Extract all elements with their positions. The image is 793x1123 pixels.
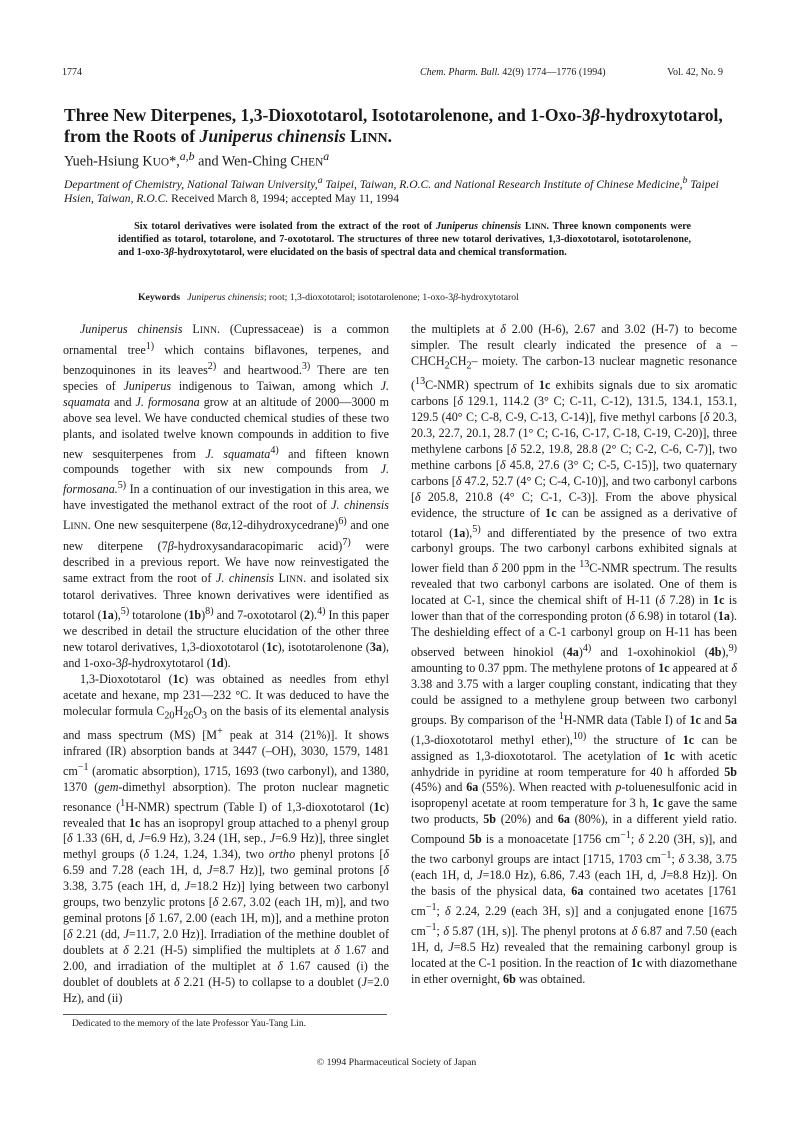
body-paragraph: 1,3-Dioxototarol (1c) was obtained as needles from ethyl acetate and hexane, mp 231—232 °C. It was deduced to have the molecular formula $C_{20}H_{26}O_3$ on the basis of its elemental analysis and mass spectrum (MS) [M+ peak at 314 (21%)]. It shows infrared (IR) absorption bands at 3447 (–OH), 3030, 1579, 1481 $cm^{-1}$ (aromatic absorption), 1715, 1693 (two carbonyl), and 1380, 1370 (gem-dimethyl absorption). The proton nuclear magnetic resonance ($^1$H-NMR) spectrum (Table I) of 1,3-dioxototarol (1c) revealed that 1c has an isopropyl group attached to a phenyl group [δ 1.33 (6H, d, J=6.9 Hz), 3.24 (1H, sep., J=6.9 Hz)], three singlet methyl groups (δ 1.24, 1.24, 1.34), two ortho phenyl protons [δ 6.59 and 7.28 (each 1H, d, J=8.7 Hz)], two geminal protons [δ 3.38, 3.75 (each 1H, d, J=18.2 Hz)] lying between two carbonyl groups, two benzylic protons [δ 2.67, 3.02 (each 1H, m)], and two geminal protons [δ 1.67, 2.00 (each 1H, m)], and a methine proton [δ 2.21 (dd, J=11.7, 2.0 Hz)]. Irradiation of the methine doublet of doublets at δ 2.21 (H-5) simplified the multiplets at δ 1.67 and 2.00, and irradiation of the multiplet at δ 1.67 caused (i) the doublet of doublets at δ 2.21 (H-5) to collapse to a doublet (J=2.0 Hz), and (ii)	[63, 671, 390, 1005]
journal-citation	[420, 67, 606, 79]
journal-name: Chem. Pharm. Bull.	[420, 67, 500, 78]
body-paragraph: Juniperus chinensis LINN. (Cupressaceae) is a common ornamental tree$^{1)}$ which contains biflavones, terpenes, and benzoquinones in its leaves$^{2)}$ and heartwood.$^{3)}$ There are ten species of Juniperus indigenous to Taiwan, among which J. squamata and J. formosana grow at an altitude of 2000—3000 m above sea level. We have conducted chemical studies of these two plants, and isolated twelve known compounds in addition to five new sesquiterpenes from J. squamata$^{4)}$ and fifteen known compounds together with six new compounds from J. formosana.$^{5)}$ In a continuation of our investigation in this area, we have investigated the methanol extract of the root of J. chinensis LINN. One new sesquiterpene (8α,12-dihydroxycedrane)$^{6)}$ and one new diterpene (7β-hydroxysandaracopimaric acid)$^{7)}$ were described in a previous report. We have now reinvestigated the same extract from the root of J. chinensis LINN. and isolated six totarol derivatives. Three known derivatives were identified as totarol (1a),$^{5)}$ totarolone $(1b)^{8)}$ and 7-oxototarol (2).$^{4)}$ In this paper we described in detail the structure elucidation of the other three new totarol derivatives, 1,3-dioxototarol (1c), isototarolenone (3a), and 1-oxo-3β-hydroxytotarol (1d).	[63, 322, 390, 670]
body-column-right	[411, 322, 737, 988]
keywords-list: Juniperus chinensis; root; 1,3-dioxototarol; isototarolenone; 1-oxo-3β-hydroxytotarol	[187, 292, 519, 303]
body-column-left	[63, 322, 389, 1007]
article-title: Three New Diterpenes, 1,3-Dioxototarol, Isototarolenone, and 1-Oxo-3β-hydroxytotarol, from the Roots of Juniperus chinensis LINN.	[64, 105, 723, 146]
copyright-notice: © 1994 Pharmaceutical Society of Japan	[316, 1057, 477, 1068]
volume-issue: Vol. 42, No. 9	[667, 67, 723, 78]
page-number: 1774	[62, 67, 82, 78]
affiliation: Department of Chemistry, National Taiwan University,$^a$ Taipei, Taiwan, R.O.C. and National Research Institute of Chinese Medicine,$^b$ Taipei Hsien, Taiwan, R.O.C. Received March 8, 1994; accepted May 11, 1994	[64, 175, 719, 205]
keywords-label: Keywords	[138, 292, 180, 303]
dedication-footnote: Dedicated to the memory of the late Professor Yau-Tang Lin.	[72, 1018, 307, 1029]
abstract: Six totarol derivatives were isolated from the extract of the root of Juniperus chinensis LINN. Three known components were identified as totarol, totarolone, and 7-oxototarol. The structures of three new totarol derivatives, 1,3-dioxototarol, isototarolenone, and 1-oxo-3β-hydroxytotarol, were elucidated on the basis of spectral data and chemical transformation.	[118, 221, 691, 258]
body-paragraph: the multiplets at δ 2.00 (H-6), 2.67 and 3.02 (H-7) to become simpler. The result clearly indicated the presence of a $-CHCH_2CH_2-$ moiety. The carbon-13 nuclear magnetic resonance ($^{13}$C-NMR) spectrum of 1c exhibits signals due to six aromatic carbons [δ 129.1, 114.2 (3° C; C-11, C-12), 131.5, 134.1, 153.1, 129.5 (40° C; C-8, C-9, C-13, C-14)], five methyl carbons [δ 20.3, 20.3, 22.7, 20.1, 28.7 (1° C; C-16, C-17, C-18, C-19, C-20)], three methylene carbons [δ 52.2, 19.8, 28.8 (2° C; C-2, C-6, C-7)], two methine carbons [δ 45.8, 27.6 (3° C; C-5, C-15)], two quaternary carbons [δ 47.2, 52.7 (4° C; C-4, C-10)], and two carbonyl carbons [δ 205.8, 210.8 (4° C; C-1, C-3)]. From the above physical evidence, the structure of 1c can be assigned as a derivative of totarol (1a),$^{5)}$ and differentiated by the presence of two extra carbonyl groups. The two carbonyl carbons exhibited signals at lower field than δ 200 ppm in the $^{13}$C-NMR spectrum. The results revealed that two carbonyl carbons are isolated. One of them is located at C-1, since the chemical shift of H-11 (δ 7.28) in 1c is lower than that of the corresponding proton (δ 6.98) in totarol (1a). The deshielding effect of a C-1 carbonyl group on H-11 has been observed between hinokiol $(4a)^{4)}$ and 1-oxohinokiol (4b),$^{9)}$ amounting to 0.37 ppm. The methylene protons of 1c appeared at δ 3.38 and 3.75 with a larger coupling constant, indicating that they could be assigned to a methylene group between two carbonyl groups. By comparison of the $^1$H-NMR data (Table I) of 1c and 5a (1,3-dioxototarol methyl ether),$^{10)}$ the structure of 1c can be assigned as 1,3-dioxototarol. The acetylation of 1c with acetic anhydride in pyridine at room temperature for 40 h afforded 5b (45%) and 6a (55%). When reacted with p-toluenesulfonic acid in isopropenyl acetate at room temperature for 3 h, 1c gave the same two products, 5b (20%) and 6a (80%), in a different yield ratio. Compound 5b is a monoacetate [1756 $cm^{-1}$; δ 2.20 (3H, s)], and the two carbonyl groups are intact [1715, 1703 $cm^{-1}$; δ 3.38, 3.75 (each 1H, d, J=18.0 Hz), 6.86, 7.43 (each 1H, d, J=8.8 Hz)]. On the basis of the physical data, 6a contained two acetates [1761 $cm^{-1}$; δ 2.24, 2.29 (each 3H, s)] and a conjugated enone [1675 $cm^{-1}$; δ 5.87 (1H, s)]. The phenyl protons at δ 6.87 and 7.50 (each 1H, d, J=8.5 Hz) revealed that the remaining carbonyl group is located at the C-1 position. In the reaction of 1c with diazomethane in ether overnight, 6b was obtained.	[411, 322, 738, 986]
authors: Yueh-Hsiung KUO*,$^{a,b}$ and Wen-Ching CHEN$^a$	[64, 149, 330, 170]
citation-details: 42(9) 1774—1776 (1994)	[499, 67, 606, 78]
footnote-rule	[63, 1014, 387, 1015]
keywords	[138, 292, 519, 303]
